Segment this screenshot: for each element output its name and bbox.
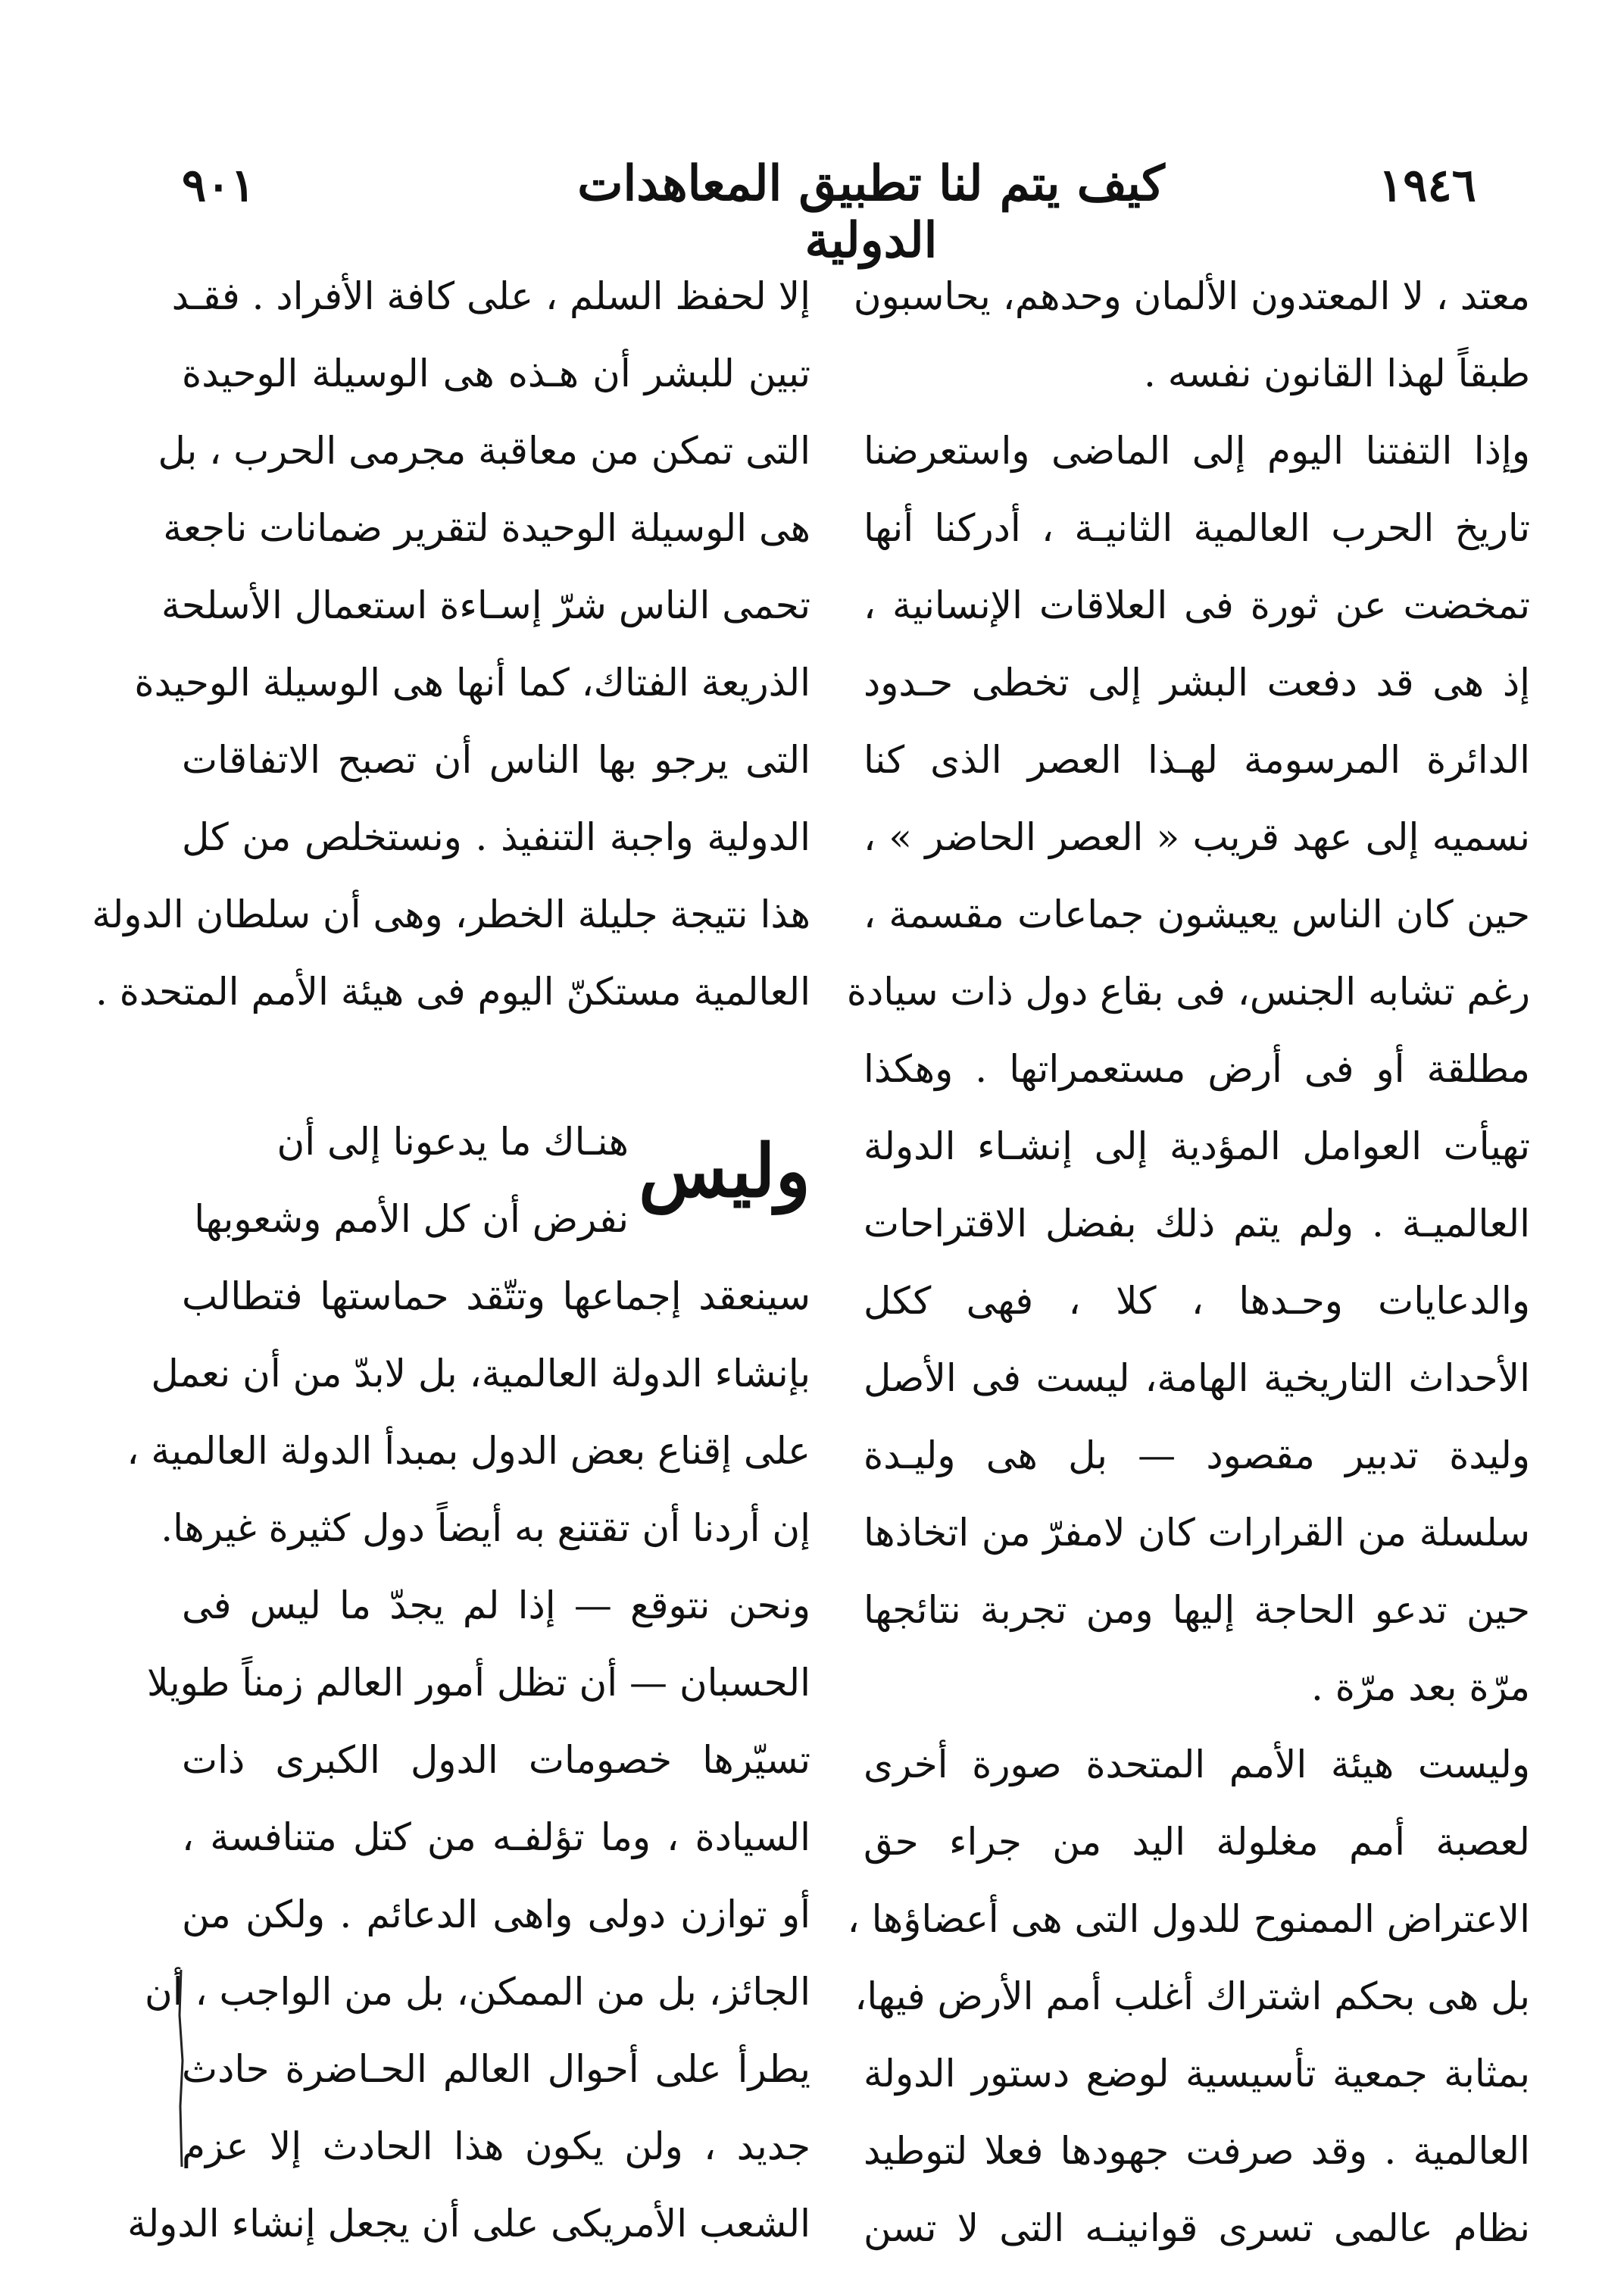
text-line: الحسبان — أن تظل أمور العالم زمناً طويلا (147, 1661, 810, 1705)
text-line: حين كان الناس يعيشون جماعات مقسمة ، (864, 892, 1530, 936)
text-line: تحمى الناس شرّ إسـاءة استعمال الأسلحة (161, 583, 810, 627)
text-line: الجائز، بل من الممكن، بل من الواجب ، أن (144, 1970, 810, 2014)
text-line: سينعقد إجماعها وتتّقد حماستها فتطالب (182, 1274, 810, 1318)
text-line: الأحداث التاريخية الهامة، ليست فى الأصل (864, 1356, 1530, 1400)
text-line: تسيّرها خصومات الدول الكبرى ذات (182, 1738, 810, 1782)
text-line: السيادة ، وما تؤلفـه من كتل متنافسة ، (182, 1815, 810, 1859)
text-line: وإذا التفتنا اليوم إلى الماضى واستعرضنا (864, 429, 1530, 473)
text-line: تمخضت عن ثورة فى العلاقات الإنسانية ، (864, 583, 1530, 627)
text-line: بمثابة جمعية تأسيسية لوضع دستور الدولة (864, 2052, 1530, 2096)
text-line: تاريخ الحرب العالمية الثانيـة ، أدركنا أنها (864, 506, 1530, 550)
text-line: الشعب الأمريكى على أن يجعل إنشاء الدولة (127, 2202, 810, 2246)
text-line: إلا لحفظ السلم ، على كافة الأفراد . فقـد (171, 274, 810, 318)
year-folio: ١٩٤٦ (1379, 159, 1476, 212)
text-line: أو توازن دولى واهى الدعائم . ولكن من (182, 1893, 810, 1936)
text-line: نفرض أن كل الأمم وشعوبها (194, 1197, 629, 1241)
right-column (846, 258, 1530, 2267)
text-line: الاعتراض الممنوح للدول التى هى أعضاؤها ، (847, 1897, 1530, 1941)
text-line: بإنشاء الدولة العالمية، بل لابدّ من أن نعمل (151, 1352, 810, 1396)
text-line: جديد ، ولن يكون هذا الحادث إلا عزم (182, 2124, 810, 2168)
text-line: العالمية مستكنّ اليوم فى هيئة الأمم المتحدة . (95, 970, 810, 1014)
text-line: العالميـة . ولم يتم ذلك بفضل الاقتراحات (864, 1202, 1530, 1246)
text-line: إذ هى قد دفعت البشر إلى تخطى حـدود (864, 661, 1530, 705)
text-line: وليدة تدبير مقصود — بل هى وليـدة (864, 1433, 1530, 1477)
text-line: معتد ، لا المعتدون الألمان وحدهم، يحاسبون (853, 274, 1530, 318)
text-line: طبقاً لهذا القانون نفسه . (1143, 352, 1530, 395)
page-header (0, 0, 1624, 269)
text-line: يطرأ على أحوال العالم الحـاضرة حادث (182, 2047, 810, 2091)
text-line: مطلقة أو فى أرض مستعمراتها . وهكذا (864, 1047, 1530, 1091)
text-line: الذريعة الفتاك، كما أنها هى الوسيلة الوحيدة (134, 661, 810, 705)
margin-mark (176, 1970, 186, 2167)
text-line: الدولية واجبة التنفيذ . ونستخلص من كل (182, 815, 810, 859)
text-line: لعصبة أمم مغلولة اليد من جراء حق (864, 1820, 1530, 1864)
section-opening (182, 1103, 810, 1258)
text-line: التى تمكن من معاقبة مجرمى الحرب ، بل (158, 429, 810, 473)
text-line: هنـاك ما يدعونا إلى أن (276, 1120, 629, 1164)
text-line: هذا نتيجة جليلة الخطر، وهى أن سلطان الدولة (92, 892, 810, 936)
text-line: مرّة بعد مرّة . (1311, 1665, 1530, 1709)
text-line: العالمية . وقد صرفت جهودها فعلا لتوطيد (864, 2129, 1530, 2173)
text-line: والدعايات وحـدها ، كلا ، فهى ككل (864, 1279, 1530, 1323)
text-line: رغم تشابه الجنس، فى بقاع دول ذات سيادة (846, 970, 1530, 1014)
paragraph-gap (182, 1030, 810, 1103)
text-line: إن أردنا أن تقتنع به أيضاً دول كثيرة غيرها. (161, 1506, 810, 1550)
text-line: على إقناع بعض الدول بمبدأ الدولة العالمية ، (126, 1429, 810, 1473)
text-line: التى يرجو بها الناس أن تصبح الاتفاقات (182, 738, 810, 782)
text-line: وليست هيئة الأمم المتحدة صورة أخرى (864, 1743, 1530, 1786)
text-line: الدائرة المرسومة لهـذا العصر الذى كنا (864, 738, 1530, 782)
running-title: كيف يتم لنا تطبيق المعاهدات الدولية (577, 155, 1165, 269)
text-line: بل هى بحكم اشتراك أغلب أمم الأرض فيها، (854, 1974, 1530, 2018)
text-line: حين تدعو الحاجة إليها ومن تجربة نتائجها (864, 1588, 1530, 1632)
text-line: نسميه إلى عهد قريب « العصر الحاضر » ، (864, 815, 1530, 859)
text-line: تبين للبشر أن هـذه هى الوسيلة الوحيدة (182, 352, 810, 395)
text-line: تهيأت العوامل المؤدية إلى إنشـاء الدولة (864, 1124, 1530, 1168)
left-column (92, 258, 810, 2262)
text-line: هى الوسيلة الوحيدة لتقرير ضمانات ناجعة (163, 506, 810, 550)
drop-word: وليس (639, 1128, 810, 1214)
text-line: سلسلة من القرارات كان لامفرّ من اتخاذها (864, 1511, 1530, 1555)
page-number: ٩٠١ (182, 159, 255, 212)
text-line: ونحن نتوقع — إذا لم يجدّ ما ليس فى (182, 1583, 810, 1627)
text-line: نظام عالمى تسرى قوانينـه التى لا تسن (864, 2206, 1530, 2250)
